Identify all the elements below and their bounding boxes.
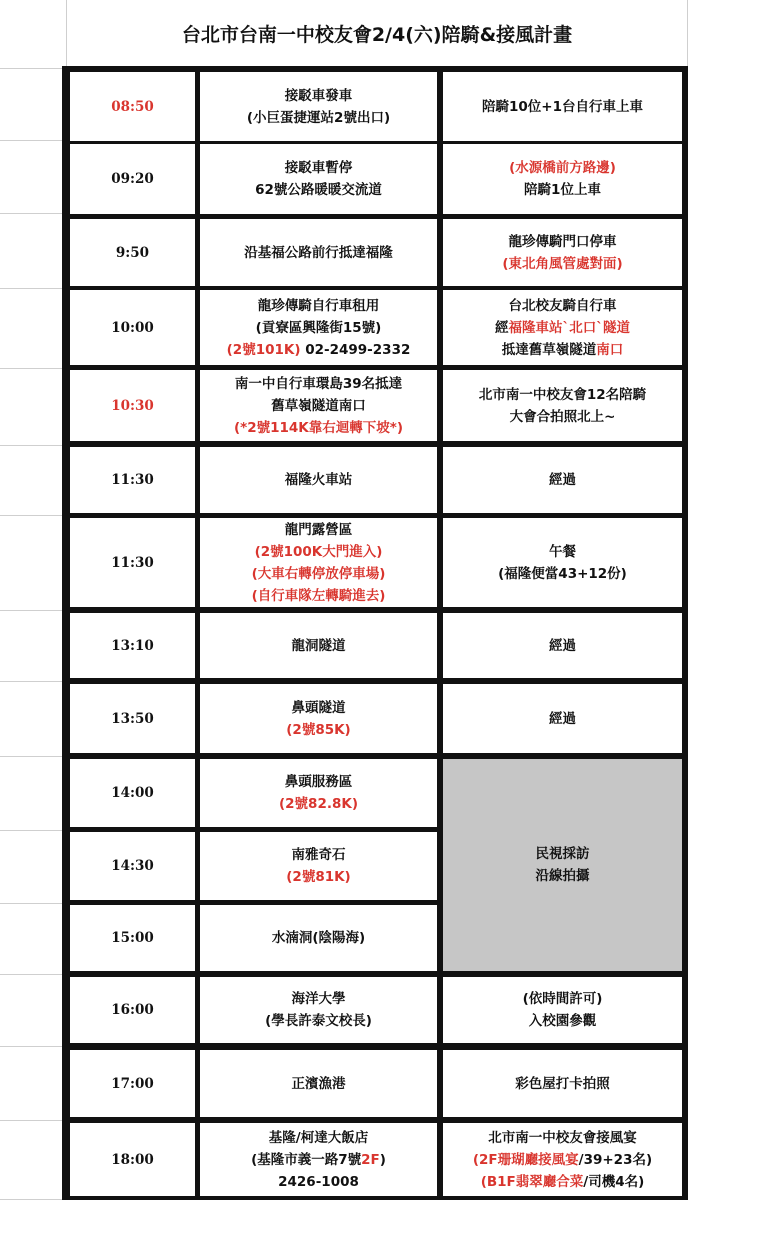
- margin-rule: [0, 445, 62, 446]
- cell-line: [256, 317, 382, 339]
- cell-text: (小巨蛋捷運站2號出口): [246, 109, 391, 126]
- note-cell: [443, 447, 682, 513]
- cell-line: [509, 295, 617, 317]
- cell-text: 台北校友騎自行車: [508, 297, 617, 314]
- time-cell: 15:00: [70, 905, 195, 971]
- cell-text: 午餐: [549, 543, 576, 560]
- margin-rule: [0, 610, 62, 611]
- note-cell: [443, 144, 682, 214]
- highlight-text: (*2號114K靠右迴轉下坡*): [234, 419, 403, 436]
- cell-text: 民視採訪: [535, 846, 590, 862]
- cell-line: [481, 1171, 645, 1193]
- cell-text: 水湳洞(陰陽海): [271, 930, 366, 946]
- event-cell: [200, 370, 437, 441]
- highlight-text: (東北角風管處對面): [502, 255, 623, 272]
- time-cell: 14:00: [70, 759, 195, 827]
- cell-line: [523, 988, 603, 1010]
- cell-text: 陪騎1位上車: [524, 182, 601, 198]
- cell-line: [285, 85, 353, 107]
- cell-text: 02-2499-2332: [300, 341, 411, 358]
- cell-text: 南一中自行車環島39名抵達: [234, 375, 403, 392]
- cell-line: [524, 179, 601, 201]
- cell-text: 經: [495, 319, 509, 336]
- event-cell: [200, 1123, 437, 1196]
- highlight-text: 2F: [361, 1151, 380, 1168]
- cell-text: 南雅奇石: [291, 847, 346, 863]
- cell-line: [292, 635, 346, 657]
- cell-text: (貢寮區興隆街15號): [255, 319, 382, 336]
- cell-line: [292, 988, 346, 1010]
- cell-text: 62號公路暖暖交流道: [255, 182, 382, 198]
- cell-text: 經過: [549, 472, 576, 488]
- cell-line: [244, 242, 393, 264]
- cell-text: (學長許泰文校長): [265, 1013, 372, 1029]
- time-cell: 10:00: [70, 290, 195, 365]
- time-cell: 17:00: [70, 1050, 195, 1117]
- highlight-text: (2號100K大門進入): [254, 543, 383, 560]
- note-cell: [443, 684, 682, 753]
- highlight-text: (2號101K): [226, 341, 301, 358]
- margin-rule: [0, 68, 62, 69]
- event-cell: [200, 977, 437, 1043]
- margin-rule: [0, 974, 62, 975]
- time-cell: 11:30: [70, 518, 195, 607]
- time-cell: 18:00: [70, 1123, 195, 1196]
- cell-line: [292, 844, 346, 866]
- time-cell: 11:30: [70, 447, 195, 513]
- cell-line: [549, 469, 576, 491]
- margin-rule: [0, 1199, 62, 1200]
- cell-line: [258, 295, 380, 317]
- highlight-text: (水源橋前方路邊): [509, 160, 616, 176]
- note-cell: [443, 370, 682, 441]
- cell-text: 鼻頭隧道: [291, 699, 346, 716]
- event-cell: [200, 518, 437, 607]
- highlight-text: (2號82.8K): [278, 796, 358, 812]
- cell-text: 舊草嶺隧道南口: [271, 397, 366, 414]
- cell-line: [482, 96, 643, 118]
- cell-text: (依時間許可): [522, 991, 603, 1007]
- time-cell: 9:50: [70, 219, 195, 286]
- cell-text: 龍珍傳騎自行車租用: [257, 297, 380, 314]
- highlight-text: (2號81K): [286, 869, 351, 885]
- cell-line: [252, 585, 386, 607]
- cell-text: 正濱漁港: [291, 1075, 346, 1092]
- cell-text: 抵達舊草嶺隧道: [501, 341, 597, 358]
- cell-line: [286, 866, 350, 888]
- cell-text: 彩色屋打卡拍照: [515, 1075, 610, 1092]
- event-cell: [200, 759, 437, 827]
- note-cell: [443, 219, 682, 286]
- left-margin-rules: [0, 0, 62, 1237]
- cell-text: (基隆市義一路7號: [251, 1151, 362, 1168]
- note-cell: [443, 290, 682, 365]
- cell-line: [510, 406, 616, 428]
- cell-text: 2426-1008: [278, 1173, 359, 1190]
- highlight-text: (B1F翡翠廳合菜: [480, 1173, 584, 1190]
- event-cell: [200, 447, 437, 513]
- cell-line: [502, 253, 622, 275]
- cell-line: [286, 719, 350, 741]
- time-cell: 09:20: [70, 144, 195, 214]
- cell-text: 龍珍傳騎門口停車: [508, 233, 617, 250]
- cell-text: /39+23名): [578, 1151, 653, 1168]
- event-cell: [200, 219, 437, 286]
- cell-text: 北市南一中校友會12名陪騎: [478, 386, 647, 403]
- margin-rule: [0, 1120, 62, 1121]
- margin-rule: [0, 903, 62, 904]
- note-cell: [443, 72, 682, 141]
- event-cell: [200, 613, 437, 678]
- note-cell: [443, 613, 682, 678]
- cell-line: [515, 1073, 610, 1095]
- time-cell: 13:50: [70, 684, 195, 753]
- cell-line: [285, 519, 353, 541]
- highlight-text: (2F珊瑚廳接風宴: [472, 1151, 579, 1168]
- margin-rule: [0, 515, 62, 516]
- note-cell: [443, 1050, 682, 1117]
- cell-line: [252, 563, 386, 585]
- cell-line: [529, 1010, 597, 1032]
- highlight-text: 福隆車站`北口`隧道: [508, 319, 630, 336]
- cell-line: [292, 697, 346, 719]
- note-cell: [443, 977, 682, 1043]
- cell-text: 北市南一中校友會接風宴: [488, 1129, 637, 1146]
- event-cell: [200, 832, 437, 900]
- cell-text: 沿基福公路前行抵達福隆: [244, 244, 393, 261]
- cell-line: [251, 1149, 386, 1171]
- margin-rule: [0, 830, 62, 831]
- cell-text: 經過: [549, 710, 576, 727]
- note-cell: [443, 518, 682, 607]
- cell-line: [479, 384, 646, 406]
- event-cell: [200, 684, 437, 753]
- cell-line: [473, 1149, 652, 1171]
- cell-line: [272, 927, 365, 949]
- time-cell: 16:00: [70, 977, 195, 1043]
- cell-text: (福隆便當43+12份): [498, 565, 627, 582]
- note-cell: [443, 1123, 682, 1196]
- schedule-table: [62, 66, 688, 1200]
- cell-line: [536, 843, 590, 865]
- margin-rule: [0, 213, 62, 214]
- time-cell: 14:30: [70, 832, 195, 900]
- event-cell: [200, 72, 437, 141]
- highlight-text: (自行車隊左轉騎進去): [251, 587, 386, 604]
- cell-line: [495, 317, 630, 339]
- cell-line: [255, 541, 383, 563]
- cell-text: 龍門露營區: [284, 521, 353, 538]
- time-cell: 13:10: [70, 613, 195, 678]
- cell-line: [285, 771, 353, 793]
- cell-text: 龍洞隧道: [291, 637, 346, 654]
- cell-line: [278, 1171, 359, 1193]
- event-cell: [200, 290, 437, 365]
- cell-line: [235, 373, 402, 395]
- cell-text: 基隆/柯達大飯店: [268, 1129, 369, 1146]
- cell-line: [549, 635, 576, 657]
- cell-text: 大會合拍照北上~: [509, 408, 616, 425]
- margin-rule: [0, 368, 62, 369]
- cell-line: [292, 1073, 346, 1095]
- margin-rule: [0, 140, 62, 141]
- cell-text: ): [379, 1151, 386, 1168]
- cell-text: 福隆火車站: [284, 472, 353, 488]
- cell-line: [271, 395, 366, 417]
- cell-line: [247, 107, 390, 129]
- time-cell: 10:30: [70, 370, 195, 441]
- cell-text: 入校園參觀: [528, 1013, 597, 1029]
- cell-text: 接駁車發車: [284, 87, 353, 104]
- event-cell: [200, 1050, 437, 1117]
- highlight-text: 南口: [596, 341, 624, 358]
- cell-line: [509, 231, 617, 253]
- margin-rule: [0, 681, 62, 682]
- cell-text: 接駁車暫停: [284, 160, 353, 176]
- cell-line: [488, 1127, 637, 1149]
- cell-line: [234, 417, 403, 439]
- cell-text: 沿線拍攝: [535, 868, 590, 884]
- cell-line: [509, 157, 616, 179]
- cell-text: 海洋大學: [291, 991, 346, 1007]
- cell-line: [549, 708, 576, 730]
- margin-rule: [0, 288, 62, 289]
- cell-text: 經過: [549, 637, 576, 654]
- cell-line: [285, 469, 353, 491]
- highlight-text: (大車右轉停放停車場): [251, 565, 386, 582]
- cell-line: [549, 541, 576, 563]
- cell-line: [498, 563, 627, 585]
- cell-line: [279, 793, 358, 815]
- cell-text: /司機4名): [583, 1173, 645, 1190]
- margin-rule: [0, 1046, 62, 1047]
- cell-line: [285, 157, 353, 179]
- time-cell: 08:50: [70, 72, 195, 141]
- cell-line: [227, 339, 411, 361]
- cell-line: [269, 1127, 368, 1149]
- event-cell: [200, 905, 437, 971]
- cell-line: [502, 339, 624, 361]
- highlight-text: (2號85K): [286, 721, 351, 738]
- cell-text: 陪騎10位+1台自行車上車: [482, 98, 643, 115]
- margin-rule: [0, 756, 62, 757]
- cell-text: 鼻頭服務區: [284, 774, 353, 790]
- media-coverage-cell: [443, 759, 682, 971]
- cell-line: [536, 865, 590, 887]
- cell-line: [265, 1010, 372, 1032]
- plan-title: 台北市台南一中校友會2/4(六)陪騎&接風計畫: [66, 0, 688, 66]
- event-cell: [200, 144, 437, 214]
- cell-line: [255, 179, 382, 201]
